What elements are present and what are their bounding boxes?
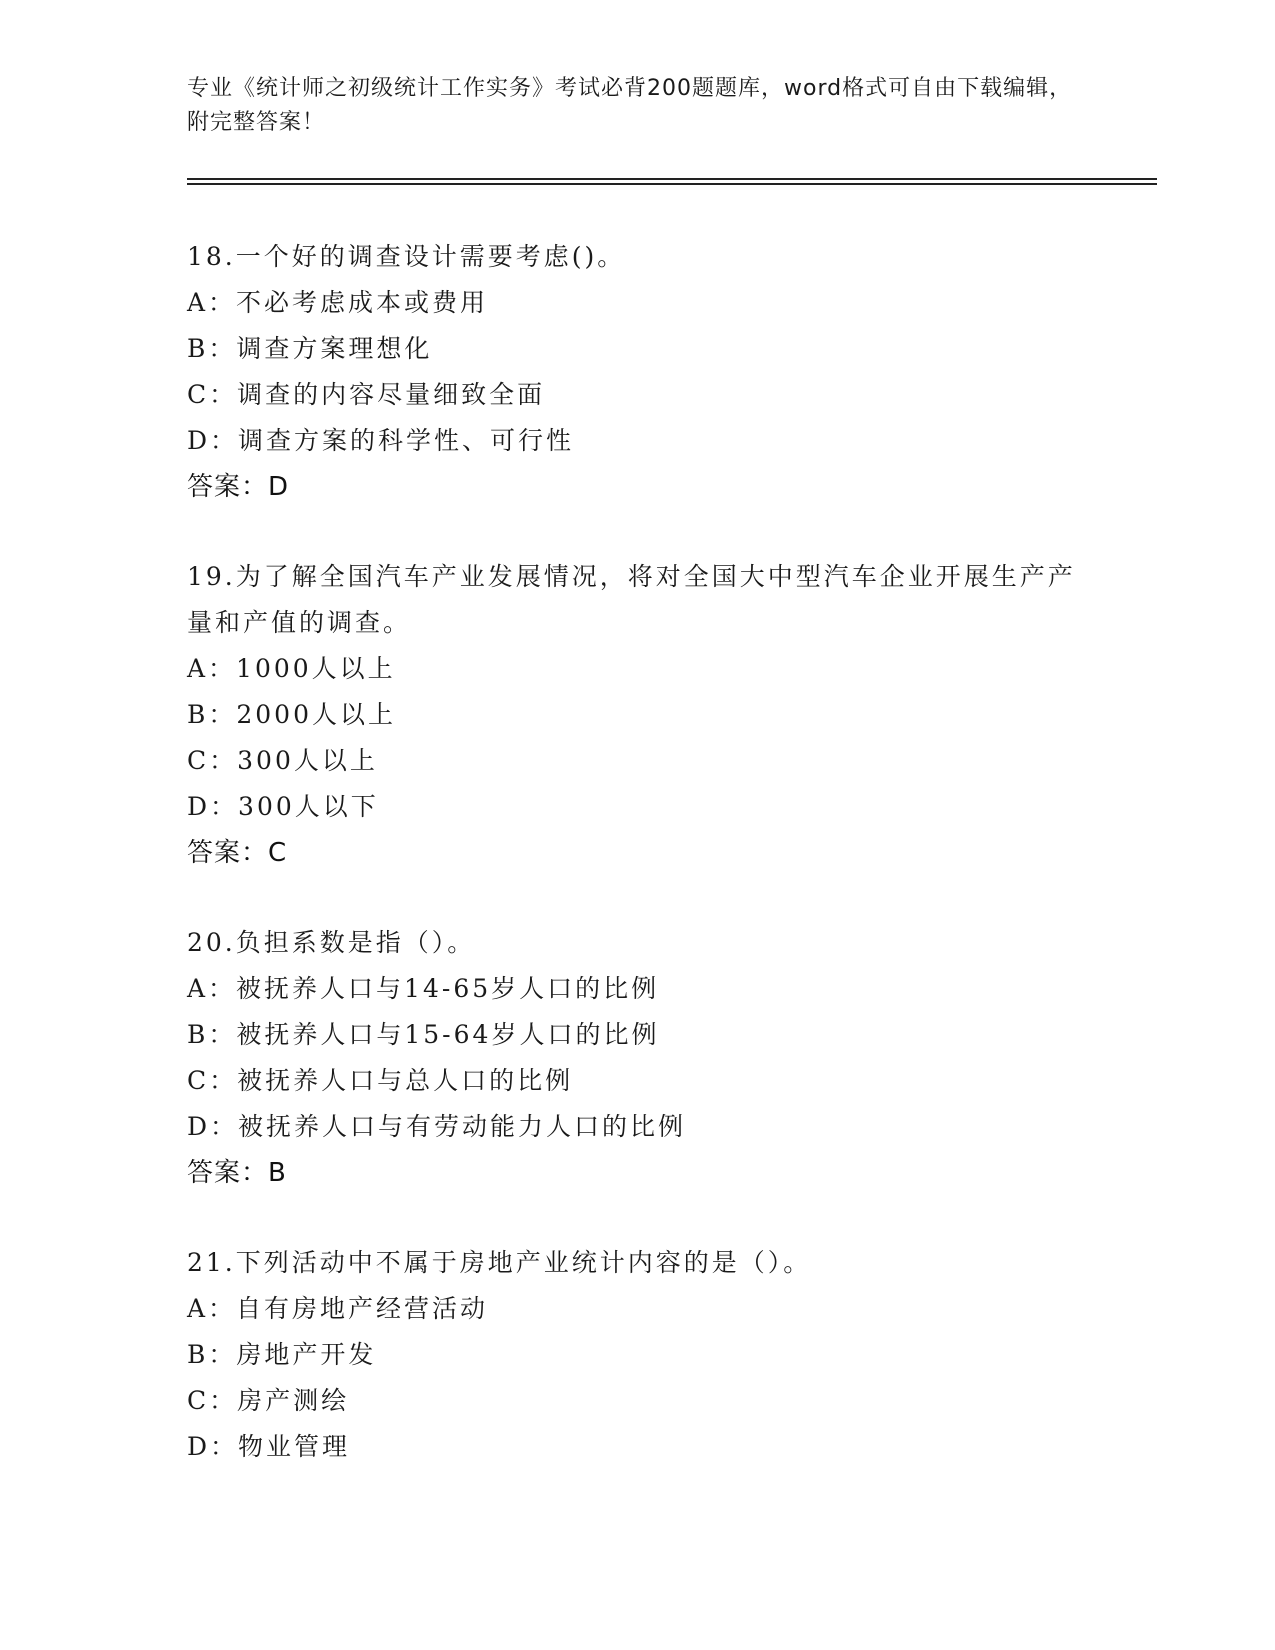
header-divider-top xyxy=(187,178,1157,180)
option-a: A：自有房地产经营活动 xyxy=(187,1294,489,1323)
option-d: D：被抚养人口与有劳动能力人口的比例 xyxy=(187,1112,687,1141)
option-c: C：被抚养人口与总人口的比例 xyxy=(187,1066,574,1095)
option-b: B：调查方案理想化 xyxy=(187,334,433,363)
answer: 答案：B xyxy=(187,1158,287,1188)
option-d: D：调查方案的科学性、可行性 xyxy=(187,426,575,455)
option-c: C：调查的内容尽量细致全面 xyxy=(187,380,546,409)
option-b: B：被抚养人口与15-64岁人口的比例 xyxy=(187,1020,660,1049)
option-b: B：房地产开发 xyxy=(187,1340,377,1369)
option-c: C：房产测绘 xyxy=(187,1386,350,1415)
question-stem: 19.为了解全国汽车产业发展情况，将对全国大中型汽车企业开展生产产量和产值的调查。 xyxy=(187,562,1076,637)
option-c: C：300人以上 xyxy=(187,746,378,775)
question-stem: 21.下列活动中不属于房地产业统计内容的是（）。 xyxy=(187,1248,812,1277)
question-20 xyxy=(187,920,1087,1196)
answer: 答案：D xyxy=(187,472,290,502)
question-21 xyxy=(187,1240,1087,1470)
option-a: A：不必考虑成本或费用 xyxy=(187,288,489,317)
question-19 xyxy=(187,554,1087,876)
question-stem: 20.负担系数是指（）。 xyxy=(187,928,476,957)
option-d: D：物业管理 xyxy=(187,1432,351,1461)
option-a: A：被抚养人口与14-65岁人口的比例 xyxy=(187,974,660,1003)
option-d: D：300人以下 xyxy=(187,792,379,821)
answer: 答案：C xyxy=(187,838,288,868)
question-18 xyxy=(187,234,1087,510)
header-divider-bottom xyxy=(187,183,1157,185)
question-stem: 18.一个好的调查设计需要考虑()。 xyxy=(187,242,626,271)
document-intro: 专业《统计师之初级统计工作实务》考试必背200题题库，word格式可自由下载编辑，附完整答案！ xyxy=(187,76,1073,135)
option-b: B：2000人以上 xyxy=(187,700,396,729)
option-a: A：1000人以上 xyxy=(187,654,396,683)
